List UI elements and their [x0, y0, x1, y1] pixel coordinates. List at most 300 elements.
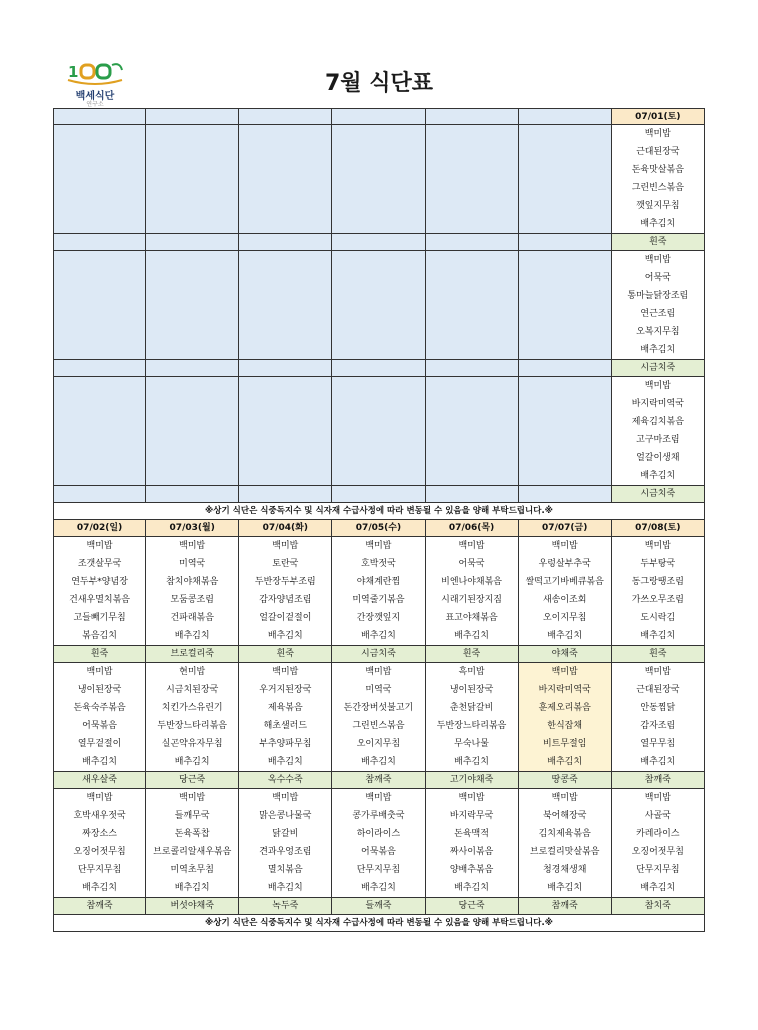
menu-item: 참치야채볶음: [166, 577, 219, 587]
menu-cell: [612, 251, 705, 360]
menu-cell: [53, 537, 146, 646]
menu-cell: [426, 663, 519, 772]
menu-item: 비엔나야채볶음: [441, 577, 502, 587]
logo-subtext: 연구소: [86, 101, 104, 108]
date-header: [239, 108, 332, 125]
week2-block2-row-porridge: [53, 772, 705, 789]
week1-date-row: [53, 108, 705, 125]
menu-item-empty: [519, 179, 611, 197]
menu-item: 통마늘닭장조림: [627, 291, 689, 301]
menu-cell: [53, 663, 146, 772]
porridge-cell: 들깨죽: [332, 898, 425, 915]
porridge-cell: 참깨죽: [53, 898, 146, 915]
menu-cell: [146, 789, 239, 898]
menu-item-empty: [146, 413, 238, 431]
menu-item: 바지락미역국: [538, 685, 591, 695]
week2-block1-row-porridge: [53, 646, 705, 663]
menu-item: 연두부*양념장: [71, 577, 128, 587]
menu-item: 가쓰오무조림: [631, 595, 684, 605]
menu-item: 배추김치: [361, 883, 396, 893]
menu-item: 짜사이볶음: [449, 847, 494, 857]
menu-item: 어묵볶음: [361, 847, 396, 857]
date-header: [332, 108, 425, 125]
notice-text: ※상기 식단은 식중독지수 및 식자재 수급사정에 따라 변동될 수 있음을 양해 부탁드립니다.※: [53, 915, 705, 932]
menu-item-empty: [146, 341, 238, 359]
menu-item-empty: [332, 377, 424, 395]
menu-item: 배추김치: [547, 757, 583, 767]
menu-item: 백미밥: [365, 793, 392, 803]
menu-item-empty: [146, 377, 238, 395]
menu-item: 춘천닭갈비: [449, 703, 494, 713]
menu-item: 돈간장버섯불고기: [343, 703, 414, 713]
porridge-cell: 고기야채죽: [426, 772, 519, 789]
menu-item: 백미밥: [644, 255, 671, 265]
menu-item-empty: [426, 179, 518, 197]
porridge-cell: 녹두죽: [239, 898, 332, 915]
menu-item: 훈제오리볶음: [538, 703, 591, 713]
menu-item: 바지락미역국: [631, 399, 684, 409]
menu-item: 얼갈이겉절이: [259, 613, 312, 623]
menu-item-empty: [239, 269, 331, 287]
menu-item: 백미밥: [644, 381, 671, 391]
menu-item-empty: [54, 161, 145, 179]
menu-cell: [146, 537, 239, 646]
week2-date-row: [53, 520, 705, 537]
menu-item: 오이지무침: [542, 613, 587, 623]
menu-item-empty: [332, 197, 424, 215]
menu-item: 미역줄기볶음: [352, 595, 405, 605]
menu-item: 백미밥: [644, 541, 671, 551]
menu-item: 견과우엉조림: [259, 847, 312, 857]
porridge-cell: 새우살죽: [53, 772, 146, 789]
menu-item: 백미밥: [644, 129, 671, 139]
menu-item-empty: [146, 305, 238, 323]
menu-item-empty: [332, 215, 424, 233]
menu-item-empty: [332, 449, 424, 467]
menu-item-empty: [54, 341, 145, 359]
menu-item-empty: [426, 467, 518, 485]
menu-item: 어묵국: [644, 273, 671, 283]
date-header: 07/06(목): [426, 520, 519, 537]
menu-item-empty: [426, 161, 518, 179]
menu-item-empty: [239, 341, 331, 359]
porridge-cell: [519, 234, 612, 251]
page-title: 7월 식단표: [325, 71, 433, 96]
menu-item: 비트무절임: [542, 739, 587, 749]
menu-item: 치킨가스유린기: [161, 703, 223, 713]
menu-item-empty: [519, 215, 611, 233]
menu-item: 안동찜닭: [640, 703, 676, 713]
menu-item-empty: [239, 395, 331, 413]
menu-item: 배추김치: [174, 631, 210, 641]
porridge-cell: [53, 486, 146, 503]
menu-item-empty: [519, 467, 611, 485]
menu-item: 백미밥: [644, 667, 671, 677]
menu-item-empty: [146, 449, 238, 467]
menu-cell: [146, 125, 239, 234]
menu-item: 단무지무침: [356, 865, 401, 875]
menu-item: 호박젓국: [361, 559, 396, 569]
menu-item-empty: [519, 161, 611, 179]
menu-item-empty: [426, 431, 518, 449]
menu-item: 돈육맛살볶음: [631, 165, 684, 175]
menu-item-empty: [54, 125, 145, 143]
menu-item-empty: [519, 125, 611, 143]
porridge-cell: [239, 234, 332, 251]
porridge-cell: [53, 234, 146, 251]
menu-item: 미역국: [179, 559, 206, 569]
menu-table: [53, 108, 705, 932]
menu-item: 배추김치: [640, 757, 676, 767]
menu-item: 표고야채볶음: [445, 613, 498, 623]
porridge-cell: 흰죽: [53, 646, 146, 663]
week1-breakfast-row: [53, 377, 705, 486]
menu-item-empty: [519, 305, 611, 323]
porridge-cell: 야채죽: [519, 646, 612, 663]
menu-item: 배추김치: [454, 883, 489, 893]
menu-item: 닭갈비: [272, 829, 299, 839]
week1-lunch-row-porridge: [53, 234, 705, 251]
menu-cell: [519, 377, 612, 486]
menu-item-empty: [54, 323, 145, 341]
svg-text:1: 1: [68, 63, 79, 81]
menu-item: 돈육맥적: [454, 829, 489, 839]
date-header: 07/03(월): [146, 520, 239, 537]
menu-item: 흑미밥: [458, 667, 485, 677]
porridge-cell: [146, 486, 239, 503]
menu-item: 감자양념조림: [259, 595, 312, 605]
menu-item: 백미밥: [551, 667, 578, 677]
menu-item-empty: [146, 431, 238, 449]
menu-item: 백미밥: [86, 541, 113, 551]
menu-item-empty: [54, 179, 145, 197]
menu-item-empty: [54, 305, 145, 323]
menu-item: 배추김치: [640, 471, 676, 481]
menu-item: 미역초무침: [170, 865, 214, 875]
menu-item: 고들빼기무침: [73, 613, 126, 623]
logo-text: 백세식단: [75, 91, 115, 102]
menu-cell: [612, 537, 705, 646]
menu-item-empty: [332, 395, 424, 413]
menu-item: 두반장느타리볶음: [157, 721, 227, 731]
menu-item-empty: [426, 269, 518, 287]
date-header: 07/02(일): [53, 520, 146, 537]
menu-cell: [426, 125, 519, 234]
menu-item-empty: [146, 287, 238, 305]
menu-cell: [332, 537, 425, 646]
menu-item: 배추김치: [547, 631, 583, 641]
menu-item: 단무지무침: [636, 865, 680, 875]
porridge-cell: [146, 234, 239, 251]
date-header: 07/07(금): [519, 520, 612, 537]
menu-item: 시금치된장국: [166, 685, 219, 695]
menu-item: 브로컬리맛살볶음: [529, 847, 600, 857]
menu-item-empty: [426, 251, 518, 269]
menu-item: 두반장느타리볶음: [436, 721, 507, 731]
menu-item: 조갯살무국: [77, 559, 122, 569]
menu-item: 배추김치: [547, 883, 583, 893]
menu-item-empty: [332, 251, 424, 269]
porridge-cell: [426, 234, 519, 251]
menu-item-empty: [239, 287, 331, 305]
menu-item: 도시락김: [640, 613, 676, 623]
porridge-cell: [519, 486, 612, 503]
date-header: [146, 108, 239, 125]
menu-item-empty: [332, 413, 424, 431]
menu-item-empty: [519, 341, 611, 359]
menu-item: 열무무침: [640, 739, 676, 749]
porridge-cell: [146, 360, 239, 377]
porridge-cell: 옥수수죽: [239, 772, 332, 789]
menu-item: 근대된장국: [636, 147, 680, 157]
menu-item: 제육김치볶음: [631, 417, 684, 427]
menu-item-empty: [239, 377, 331, 395]
menu-item-empty: [426, 125, 518, 143]
menu-item: 브로콜리알새우볶음: [153, 847, 232, 857]
menu-item: 김치제육볶음: [538, 829, 591, 839]
menu-item-empty: [519, 251, 611, 269]
porridge-cell: 흰죽: [426, 646, 519, 663]
menu-item: 건새우멸치볶음: [69, 595, 130, 605]
porridge-cell: 시금치죽: [612, 486, 705, 503]
menu-cell: [53, 377, 146, 486]
menu-item-empty: [519, 143, 611, 161]
date-header: 07/08(토): [612, 520, 705, 537]
menu-item: 배추김치: [267, 757, 303, 767]
date-header: 07/05(수): [332, 520, 425, 537]
menu-item-empty: [54, 377, 145, 395]
menu-item-empty: [332, 143, 424, 161]
menu-item: 배추김치: [361, 631, 396, 641]
menu-item: 토란국: [272, 559, 299, 569]
menu-item-empty: [146, 197, 238, 215]
menu-cell: [332, 125, 425, 234]
porridge-cell: 흰죽: [612, 646, 705, 663]
notice-text: ※상기 식단은 식중독지수 및 식자재 수급사정에 따라 변동될 수 있음을 양해 부탁드립니다.※: [53, 503, 705, 520]
menu-item-empty: [426, 377, 518, 395]
menu-item: 배추김치: [640, 883, 676, 893]
menu-item-empty: [519, 449, 611, 467]
menu-item: 미역국: [365, 685, 392, 695]
menu-item: 배추김치: [267, 883, 303, 893]
menu-item-empty: [239, 305, 331, 323]
menu-item: 짜장소스: [82, 829, 117, 839]
date-header: 07/04(화): [239, 520, 332, 537]
week2-block3-row: [53, 789, 705, 898]
menu-item: 돈육폭찹: [174, 829, 210, 839]
menu-item-empty: [146, 161, 238, 179]
menu-item: 배추김치: [454, 757, 489, 767]
menu-item: 그린빈스볶음: [631, 183, 684, 193]
menu-item-empty: [54, 413, 145, 431]
menu-item-empty: [332, 323, 424, 341]
menu-item: 북어해장국: [542, 811, 587, 821]
menu-item-empty: [332, 305, 424, 323]
menu-item: 쌀떡고기바베큐볶음: [525, 577, 604, 587]
menu-cell: [239, 377, 332, 486]
porridge-cell: 당근죽: [426, 898, 519, 915]
menu-item-empty: [426, 305, 518, 323]
porridge-cell: 참깨죽: [612, 772, 705, 789]
porridge-cell: [426, 486, 519, 503]
menu-item: 하이라이스: [356, 829, 401, 839]
menu-cell: [239, 537, 332, 646]
menu-item-empty: [146, 125, 238, 143]
porridge-cell: 시금치죽: [612, 360, 705, 377]
menu-item-empty: [426, 215, 518, 233]
menu-item-empty: [239, 125, 331, 143]
menu-cell: [239, 789, 332, 898]
menu-item: 동그랑땡조림: [631, 577, 684, 587]
menu-item: 해초샐러드: [263, 721, 308, 731]
menu-cell: [53, 125, 146, 234]
menu-item-empty: [239, 251, 331, 269]
menu-item: 백미밥: [458, 541, 485, 551]
menu-item: 배추김치: [82, 757, 117, 767]
menu-cell: [146, 251, 239, 360]
menu-cell: [612, 377, 705, 486]
menu-item-empty: [239, 431, 331, 449]
menu-item: 백미밥: [86, 667, 113, 677]
porridge-cell: 브로컬리죽: [146, 646, 239, 663]
menu-item-empty: [332, 125, 424, 143]
menu-item: 카레라이스: [636, 829, 680, 839]
menu-cell: [332, 789, 425, 898]
menu-item: 두반장두부조림: [254, 577, 316, 587]
menu-item-empty: [332, 269, 424, 287]
menu-item: 사골국: [644, 811, 671, 821]
porridge-cell: 참치죽: [612, 898, 705, 915]
week1-dinner-row: [53, 251, 705, 360]
menu-cell: [612, 663, 705, 772]
menu-item-empty: [239, 467, 331, 485]
menu-item-empty: [239, 179, 331, 197]
menu-item-empty: [239, 449, 331, 467]
menu-item: 우렁살부추국: [538, 559, 591, 569]
week1-breakfast-row-porridge: [53, 486, 705, 503]
porridge-cell: [519, 360, 612, 377]
menu-item: 백미밥: [179, 793, 206, 803]
menu-cell: [146, 377, 239, 486]
menu-cell: [332, 663, 425, 772]
menu-item: 무숙나물: [454, 739, 489, 749]
menu-item: 단무지무침: [77, 865, 122, 875]
menu-item-empty: [519, 323, 611, 341]
menu-item: 백미밥: [551, 541, 578, 551]
menu-item-empty: [54, 467, 145, 485]
porridge-cell: 흰죽: [239, 646, 332, 663]
menu-item-empty: [332, 467, 424, 485]
menu-item: 배추김치: [82, 883, 117, 893]
menu-cell: [426, 251, 519, 360]
menu-item: 감자조림: [640, 721, 676, 731]
menu-cell: [519, 537, 612, 646]
menu-item: 오징어젓무침: [73, 847, 126, 857]
menu-item: 백미밥: [644, 793, 671, 803]
menu-item-empty: [239, 197, 331, 215]
menu-item: 들깨무국: [174, 811, 210, 821]
menu-item: 맑은콩나물국: [259, 811, 312, 821]
menu-item: 어묵국: [458, 559, 485, 569]
menu-item-empty: [426, 413, 518, 431]
menu-item-empty: [54, 269, 145, 287]
menu-item: 멸치볶음: [267, 865, 303, 875]
menu-item-empty: [146, 179, 238, 197]
menu-item-empty: [146, 467, 238, 485]
menu-item: 냉이된장국: [77, 685, 122, 695]
porridge-cell: [53, 360, 146, 377]
menu-item-empty: [54, 287, 145, 305]
menu-item: 양배추볶음: [449, 865, 494, 875]
menu-item-empty: [426, 323, 518, 341]
date-header: [53, 108, 146, 125]
menu-item: 한식잡채: [547, 721, 583, 731]
menu-cell: [53, 251, 146, 360]
menu-item: 백미밥: [272, 793, 299, 803]
porridge-cell: 당근죽: [146, 772, 239, 789]
porridge-cell: 땅콩죽: [519, 772, 612, 789]
menu-item: 백미밥: [365, 667, 392, 677]
menu-item-empty: [54, 251, 145, 269]
menu-item-empty: [519, 287, 611, 305]
porridge-cell: [332, 486, 425, 503]
menu-item-empty: [426, 143, 518, 161]
menu-item-empty: [239, 323, 331, 341]
menu-item: 부추양파무침: [259, 739, 312, 749]
menu-item-empty: [519, 413, 611, 431]
menu-item-empty: [426, 395, 518, 413]
porridge-cell: [332, 234, 425, 251]
menu-item: 호박새우젓국: [73, 811, 126, 821]
menu-cell: [53, 789, 146, 898]
porridge-cell: 시금치죽: [332, 646, 425, 663]
porridge-cell: [426, 360, 519, 377]
menu-item: 얼갈이생채: [636, 453, 680, 463]
menu-item-empty: [54, 395, 145, 413]
menu-item: 배추김치: [640, 219, 676, 229]
menu-cell: [519, 125, 612, 234]
menu-item-empty: [426, 197, 518, 215]
menu-cell: [146, 663, 239, 772]
menu-item: 시래기된장지짐: [441, 595, 502, 605]
porridge-cell: [239, 360, 332, 377]
week2-block1-row: [53, 537, 705, 646]
menu-item: 배추김치: [640, 345, 676, 355]
menu-item-empty: [239, 161, 331, 179]
menu-item: 배추김치: [174, 757, 210, 767]
menu-item-empty: [54, 215, 145, 233]
menu-item-empty: [519, 377, 611, 395]
menu-item: 백미밥: [551, 793, 578, 803]
menu-item-empty: [54, 143, 145, 161]
week2-block2-row: [53, 663, 705, 772]
menu-cell: [426, 789, 519, 898]
menu-item-empty: [54, 197, 145, 215]
menu-item-empty: [332, 341, 424, 359]
menu-item: 제육볶음: [267, 703, 303, 713]
menu-item-empty: [426, 287, 518, 305]
menu-item: 배추김치: [267, 631, 303, 641]
menu-item-empty: [146, 323, 238, 341]
menu-item: 배추김치: [174, 883, 210, 893]
menu-cell: [519, 663, 612, 772]
menu-item: 어묵볶음: [82, 721, 117, 731]
menu-item: 고구마조림: [636, 435, 680, 445]
menu-item-empty: [426, 341, 518, 359]
menu-item: 모둠콩조림: [170, 595, 214, 605]
porridge-cell: 흰죽: [612, 234, 705, 251]
menu-item: 냉이된장국: [449, 685, 494, 695]
